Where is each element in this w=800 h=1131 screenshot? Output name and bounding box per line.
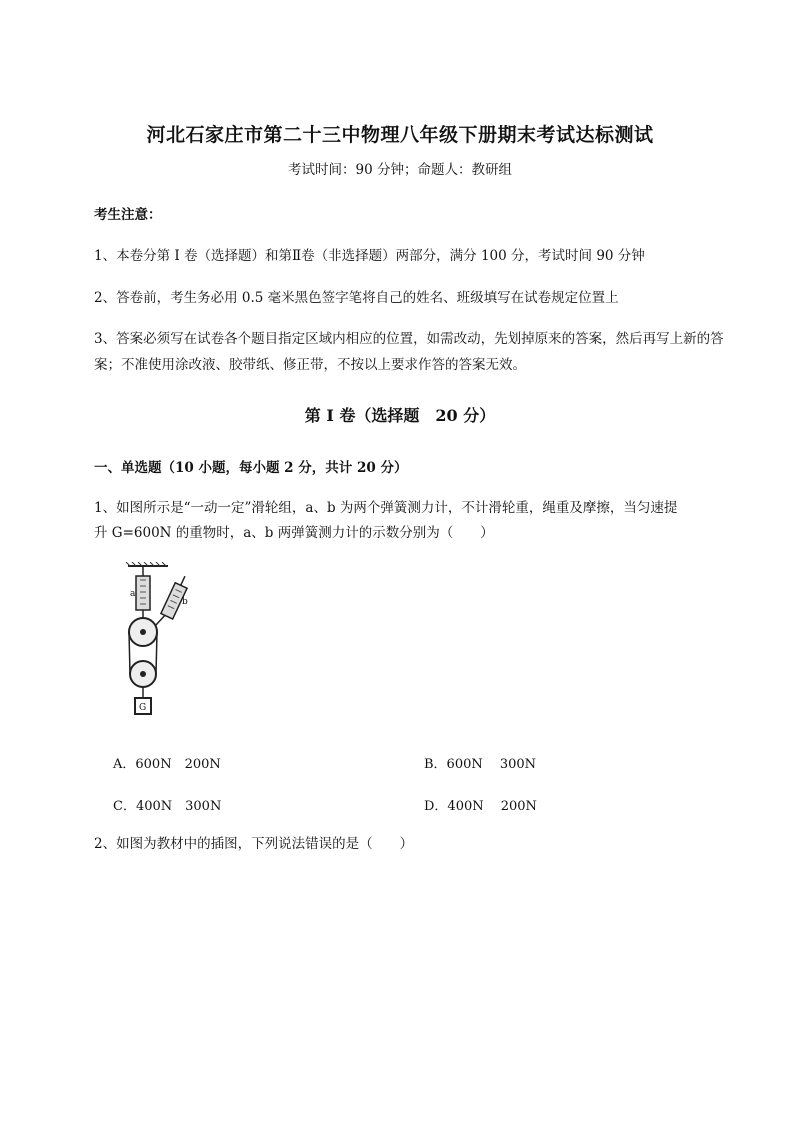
question-1-line-2: 升 G=600N 的重物时，a、b 两弹簧测力计的示数分别为（ ） [94, 525, 494, 541]
label-a: a [130, 589, 136, 599]
notice-item-1: 1、本卷分第 I 卷（选择题）和第Ⅱ卷（非选择题）两部分，满分 100 分，考试时间 90 分钟 [94, 248, 645, 264]
pulley-figure [110, 562, 200, 722]
option-d[interactable]: D．400N 200N [424, 799, 537, 814]
question-2-line-1: 2、如图为教材中的插图，下列说法错误的是（ ） [94, 836, 414, 852]
option-c[interactable]: C．400N 300N [113, 799, 222, 814]
page-title: 河北石家庄市第二十三中物理八年级下册期末考试达标测试 [146, 124, 654, 146]
exam-info: 考试时间：90 分钟；命题人：教研组 [288, 162, 512, 178]
label-b: b [182, 597, 188, 607]
notice-item-2: 2、答卷前，考生务必用 0.5 毫米黑色签字笔将自己的姓名、班级填写在试卷规定位置上 [94, 290, 619, 306]
section-title: 第 I 卷（选择题 20 分） [304, 406, 496, 425]
notice-item-3: 3、答案必须写在试卷各个题目指定区域内相应的位置，如需改动，先划掉原来的答案，然后再写上新的答案；不准使用涂改液、胶带纸、修正带，不按以上要求作答的答案无效。 [94, 331, 724, 373]
notice-heading: 考生注意： [94, 207, 162, 223]
question-1-line-1: 1、如图所示是“一动一定”滑轮组，a、b 为两个弹簧测力计，不计滑轮重，绳重及摩擦，当匀速提 [94, 500, 678, 516]
part-heading: 一、单选题（10 小题，每小题 2 分，共计 20 分） [94, 460, 408, 476]
option-b[interactable]: B．600N 300N [424, 757, 537, 772]
label-g: G [139, 703, 147, 713]
pulley-diagram [110, 562, 200, 722]
option-a[interactable]: A．600N 200N [113, 757, 221, 772]
